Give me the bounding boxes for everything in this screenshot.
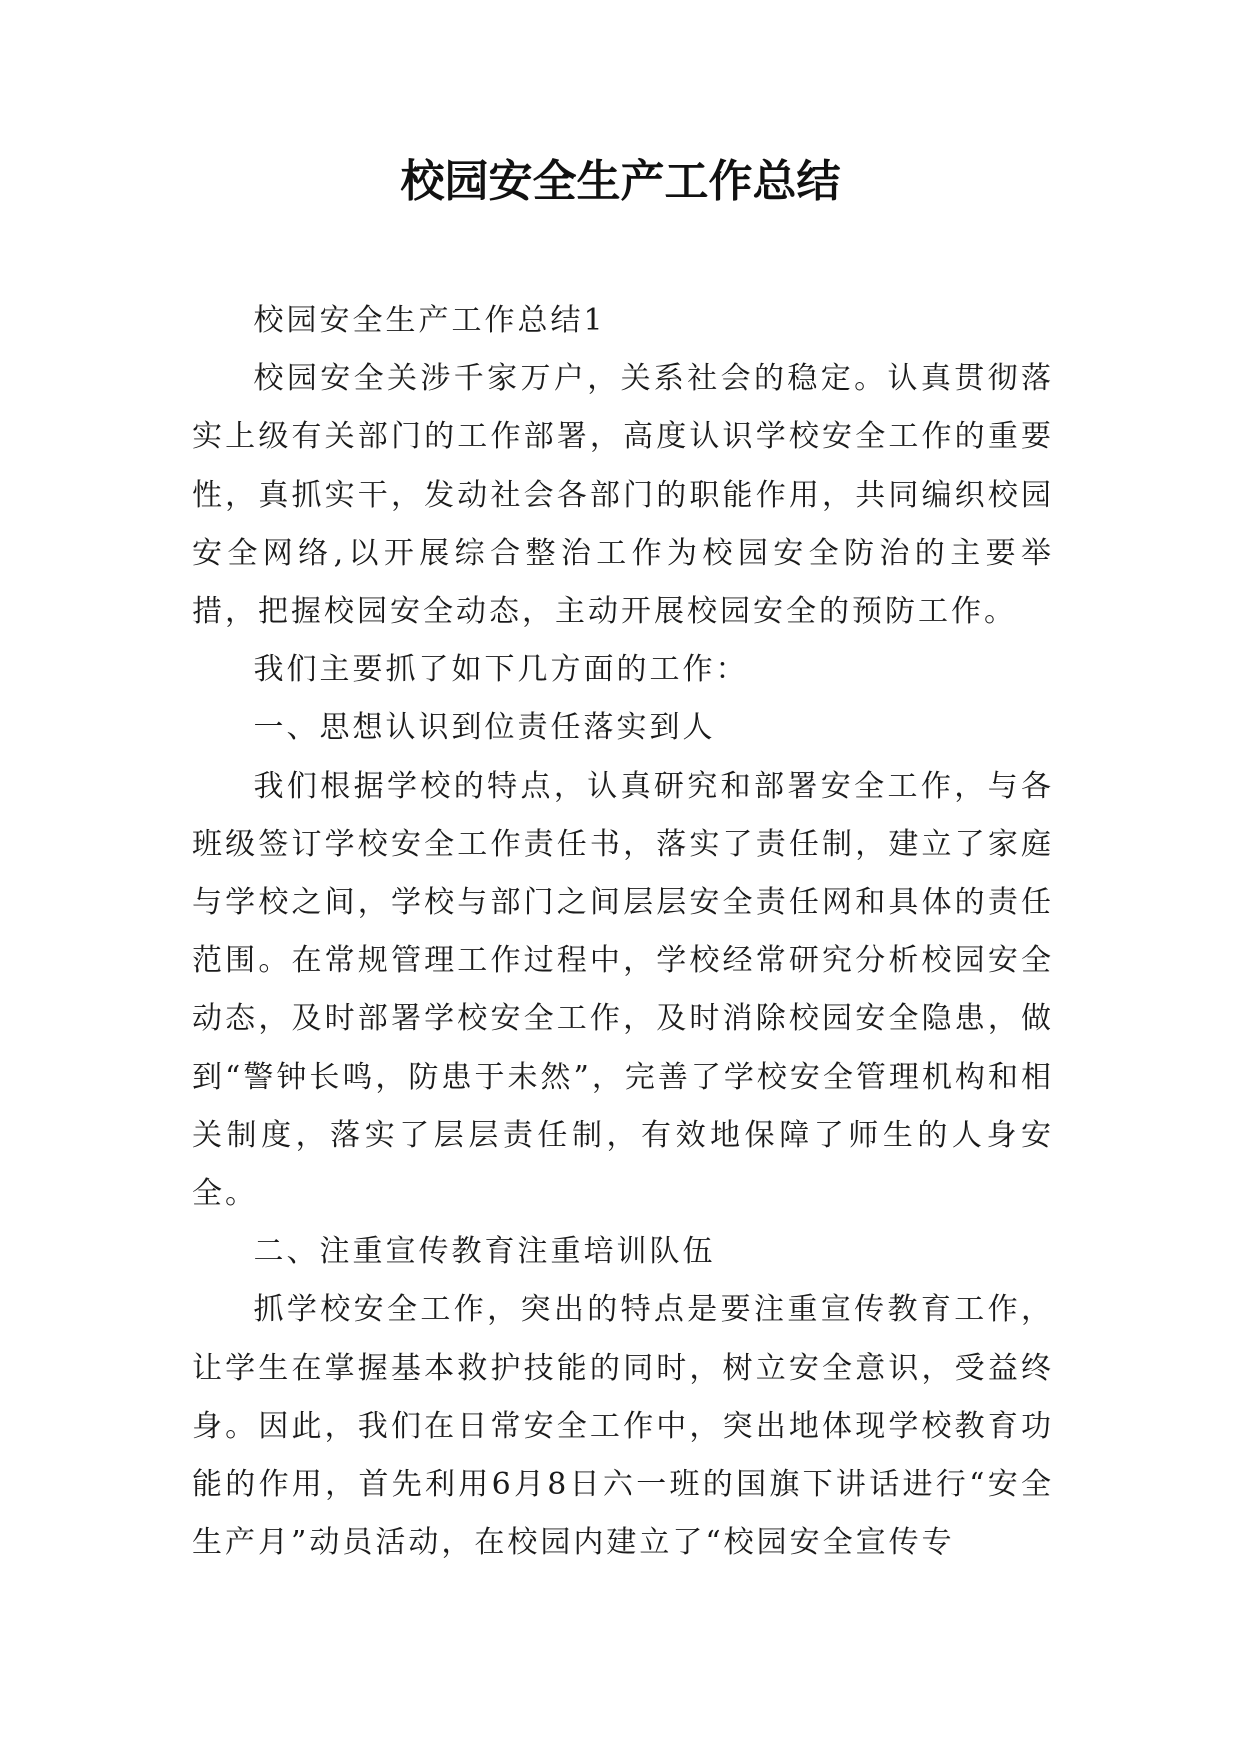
subheading-one: 一、思想认识到位责任落实到人	[253, 710, 716, 746]
section-heading: 校园安全生产工作总结1	[253, 303, 606, 338]
responsibility-paragraph: 我们根据学校的特点，认真研究和部署安全工作，与各班级签订学校安全工作责任书，落实了责任制，建立了家庭与学校之间，学校与部门之间层层安全责任网和具体的责任范围。在常规管理工作过程中，学校经常研究分析校园安全动态，及时部署学校安全工作，及时消除校园安全隐患，做到“警钟长鸣，防患于未然”，完善了学校安全管理机构和相关制度，落实了层层责任制，有效地保障了师生的人身安全。	[192, 768, 1054, 1212]
work-overview-paragraph: 我们主要抓了如下几方面的工作：	[253, 652, 749, 688]
subheading-two: 二、注重宣传教育注重培训队伍	[253, 1234, 716, 1270]
intro-paragraph: 校园安全关涉千家万户，关系社会的稳定。认真贯彻落实上级有关部门的工作部署，高度认识学校安全工作的重要性，真抓实干，发动社会各部门的职能作用，共同编织校园安全网络,以开展综合整治工作为校园安全防治的主要举措，把握校园安全动态，主动开展校园安全的预防工作。	[192, 361, 1054, 630]
document-body	[192, 292, 1054, 1572]
document-title: 校园安全生产工作总结	[400, 156, 841, 207]
education-paragraph: 抓学校安全工作，突出的特点是要注重宣传教育工作，让学生在掌握基本救护技能的同时，树立安全意识，受益终身。因此，我们在日常安全工作中，突出地体现学校教育功能的作用，首先利用6月8日六一班的国旗下讲话进行“安全生产月”动员活动，在校园内建立了“校园安全宣传专	[192, 1292, 1054, 1561]
